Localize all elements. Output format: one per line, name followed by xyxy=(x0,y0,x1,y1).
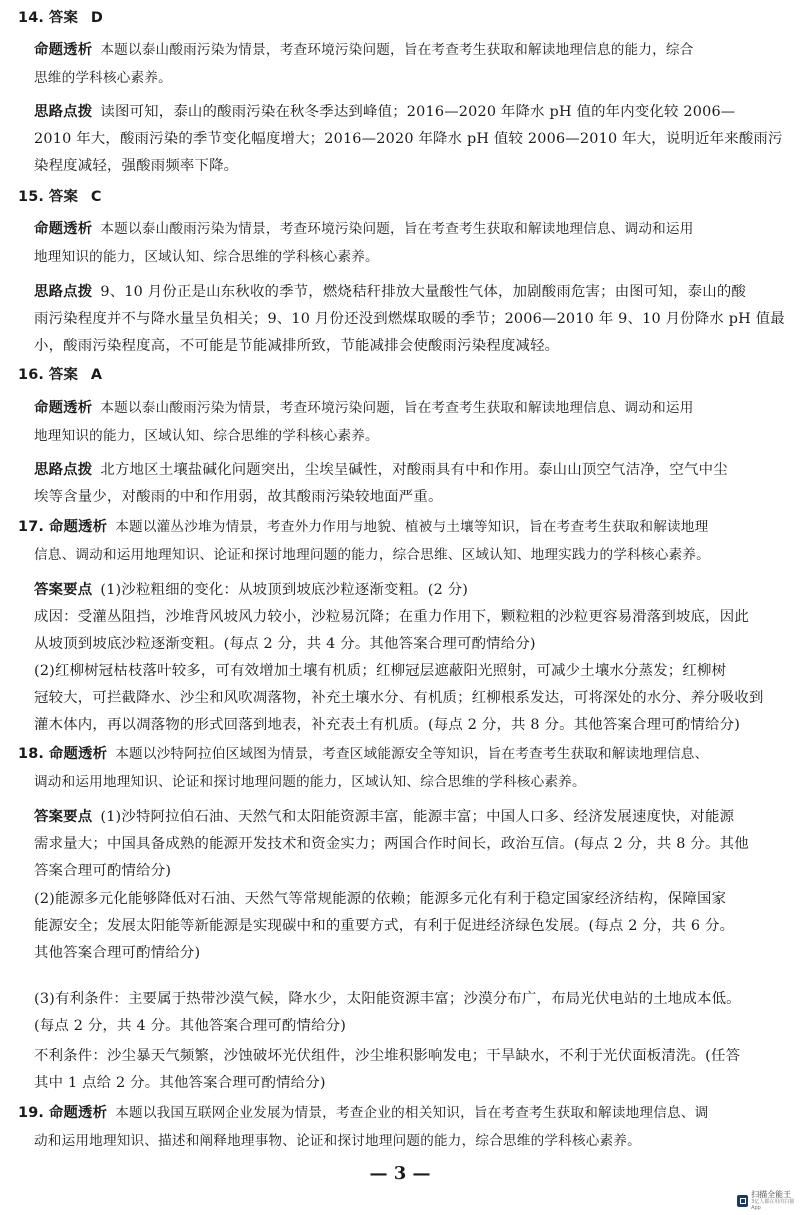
q18-answer-6 xyxy=(34,944,782,963)
q18-answer-5 xyxy=(34,917,782,936)
q16-answer: A xyxy=(90,367,103,383)
q18-answer-4 xyxy=(34,890,782,909)
q14-hint-3 xyxy=(34,157,782,176)
q17-key-label: 答案要点 xyxy=(34,582,93,598)
q14-hint-text-2: 2010 年大，酸雨污染的季节变化幅度增大；2016—2020 年降水 pH 值较 2006—2010 年大，说明近年来酸雨污 xyxy=(34,131,783,147)
q17-intent-text-1: 本题以灌丛沙堆为情景，考查外力作用与地貌、植被与土壤等知识，旨在考查考生获取和解读地理 xyxy=(115,519,709,535)
q18-answer-9 xyxy=(34,1047,782,1066)
q14-intent-text-2: 思维的学科核心素养。 xyxy=(34,70,172,86)
q14-answer-label: 答案 xyxy=(48,10,79,26)
q18-answer-1: (1)沙特阿拉伯石油、天然气和太阳能资源丰富，能源丰富；中国人口多、经济发展速度快，对能源 xyxy=(100,809,735,825)
q15-answer-line xyxy=(18,188,782,207)
q17-answer-2 xyxy=(34,608,782,627)
q14-intent-text-1: 本题以泰山酸雨污染为情景，考查环境污染问题，旨在考查考生获取和解读地理信息的能力，综合 xyxy=(100,42,694,58)
q18-answer-6-text: 其他答案合理可酌情给分) xyxy=(34,945,201,961)
q17-answer-4-text: (2)红柳树冠枯枝落叶较多，可有效增加土壤有机质；红柳冠层遮蔽阳光照射，可减少土壤水分蒸发；红柳树 xyxy=(34,663,727,679)
q17-answer-5-text: 冠较大，可拦截降水、沙尘和风吹凋落物，补充土壤水分、有机质；红柳根系发达，可将深处的水分、养分吸收到 xyxy=(34,690,764,706)
q18-intent-text-1: 本题以沙特阿拉伯区域图为情景，考查区域能源安全等知识，旨在考查考生获取和解读地理信息、 xyxy=(115,746,709,762)
q15-hint-text-1: 9、10 月份正是山东秋收的季节，燃烧秸秆排放大量酸性气体，加剧酸雨危害；由图可知，泰山的酸 xyxy=(100,284,747,300)
q16-intent-text-1: 本题以泰山酸雨污染为情景，考查环境污染问题，旨在考查考生获取和解读地理信息、调动和运用 xyxy=(100,400,694,416)
q17-intent-label: 命题透析 xyxy=(48,519,108,535)
q16-intent-text-2: 地理知识的能力，区域认知、综合思维的学科核心素养。 xyxy=(34,428,379,444)
q15-hint-2 xyxy=(34,310,785,329)
q17-intent-text-2: 信息、调动和运用地理知识、论证和探讨地理问题的能力，综合思维、区域认知、地理实践力的学科核心素养。 xyxy=(34,547,710,563)
q17-answer-4 xyxy=(34,662,782,681)
q15-answer: C xyxy=(90,189,102,205)
q15-answer-label: 答案 xyxy=(48,189,79,205)
q18-answer-8-text: (每点 2 分，共 4 分。其他答案合理可酌情给分) xyxy=(34,1018,347,1034)
q15-hint xyxy=(34,283,782,302)
q15-intent-text-1: 本题以泰山酸雨污染为情景，考查环境污染问题，旨在考查考生获取和解读地理信息、调动和运用 xyxy=(100,221,694,237)
q18-intent-2 xyxy=(34,773,782,792)
q14-hint-2 xyxy=(34,130,782,149)
q15-intent-text-2: 地理知识的能力，区域认知、综合思维的学科核心素养。 xyxy=(34,249,379,265)
q18-answer-3 xyxy=(34,862,782,881)
q14-hint xyxy=(34,103,782,122)
q18-number: 18. xyxy=(18,746,45,762)
q16-intent-2 xyxy=(34,427,782,446)
q16-number: 16. xyxy=(18,367,45,383)
q15-intent xyxy=(34,220,782,239)
q15-intent-label: 命题透析 xyxy=(34,221,93,237)
q14-number: 14. xyxy=(18,10,45,26)
watermark xyxy=(737,1190,800,1211)
q18-key-label: 答案要点 xyxy=(34,809,93,825)
q18-answer-8 xyxy=(34,1017,782,1036)
q18-intent-text-2: 调动和运用地理知识、论证和探讨地理问题的能力，区域认知、综合思维的学科核心素养。 xyxy=(34,774,586,790)
q17-answer-2-text: 成因：受灌丛阻挡，沙堆背风坡风力较小，沙粒易沉降；在重力作用下，颗粒粗的沙粒更容易滑落到坡底，因此 xyxy=(34,609,749,625)
q17-answer-1: (1)沙粒粗细的变化：从坡顶到坡底沙粒逐渐变粗。(2 分) xyxy=(100,582,469,598)
scanner-app-icon xyxy=(737,1195,748,1207)
q18-answer-10-text: 其中 1 点给 2 分。其他答案合理可酌情给分) xyxy=(34,1075,326,1091)
q14-hint-text-1: 读图可知，泰山的酸雨污染在秋冬季达到峰值；2016—2020 年降水 pH 值的年内变化较 2006— xyxy=(100,104,736,120)
q18-answer-10 xyxy=(34,1074,782,1093)
q14-hint-text-3: 染程度减轻，强酸雨频率下降。 xyxy=(34,158,239,174)
q18-answer-2-text: 需求量大；中国具备成熟的能源开发技术和资金实力；两国合作时间长，政治互信。(每点 2 分，共 8 分。其他 xyxy=(34,836,749,852)
q17-number: 17. xyxy=(18,519,45,535)
q16-hint-text-2: 埃等含量少，对酸雨的中和作用弱，故其酸雨污染较地面严重。 xyxy=(34,489,443,505)
watermark-text: 扫描全能王 xyxy=(751,1190,792,1199)
q14-answer-line xyxy=(18,9,782,28)
q14-intent-label: 命题透析 xyxy=(34,42,93,58)
q15-intent-2 xyxy=(34,248,782,267)
q19-intent-text-2: 动和运用地理知识、描述和阐释地理事物、论证和探讨地理问题的能力，综合思维的学科核心素养。 xyxy=(34,1133,641,1149)
q18-answer-5-text: 能源安全；发展太阳能等新能源是实现碳中和的重要方式，有利于促进经济绿色发展。(每点 2 分，共 6 分。 xyxy=(34,918,735,934)
q14-intent xyxy=(34,41,782,60)
q18-answer-3-text: 答案合理可酌情给分) xyxy=(34,863,172,879)
q19-intent-label: 命题透析 xyxy=(48,1105,108,1121)
q15-number: 15. xyxy=(18,189,45,205)
q16-hint-label: 思路点拨 xyxy=(34,462,93,478)
q16-answer-label: 答案 xyxy=(48,367,79,383)
q17-answer-6-text: 灌木体内，再以凋落物的形式回落到地表，补充表土有机质。(每点 2 分，共 8 分。其他答案合理可酌情给分) xyxy=(34,717,741,733)
q18-answer-9-text: 不利条件：沙尘暴天气频繁，沙蚀破坏光伏组件，沙尘堆积影响发电；干旱缺水，不利于光伏面板清洗。(任答 xyxy=(34,1048,741,1064)
q18-intent-label: 命题透析 xyxy=(48,746,108,762)
q18-key xyxy=(34,808,782,827)
q15-hint-label: 思路点拨 xyxy=(34,284,93,300)
page-number: — 3 — xyxy=(369,1163,431,1184)
q14-hint-label: 思路点拨 xyxy=(34,104,93,120)
watermark-subtext: 3亿人都在用的扫描App xyxy=(751,1199,795,1211)
q14-intent-2 xyxy=(34,69,782,88)
q19-intent-text-1: 本题以我国互联网企业发展为情景，考查企业的相关知识，旨在考查考生获取和解读地理信息、调 xyxy=(115,1105,709,1121)
q16-intent-label: 命题透析 xyxy=(34,400,93,416)
q18-intent xyxy=(18,745,782,764)
q15-hint-text-3: 小，酸雨污染程度高，不可能是节能减排所致，节能减排会使酸雨污染程度减轻。 xyxy=(34,338,560,354)
q16-hint-text-1: 北方地区土壤盐碱化问题突出，尘埃呈碱性，对酸雨具有中和作用。泰山山顶空气洁净，空气中尘 xyxy=(100,462,728,478)
q16-hint xyxy=(34,461,782,480)
q14-answer: D xyxy=(90,10,103,26)
q15-hint-3 xyxy=(34,337,782,356)
q17-intent xyxy=(18,518,782,537)
q18-answer-4-text: (2)能源多元化能够降低对石油、天然气等常规能源的依赖；能源多元化有利于稳定国家经济结构，保障国家 xyxy=(34,891,727,907)
q15-hint-text-2: 雨污染程度并不与降水量呈负相关；9、10 月份还没到燃煤取暖的季节；2006—2010 年 9、10 月份降水 pH 值最 xyxy=(34,311,785,327)
q16-intent xyxy=(34,399,782,418)
q17-key xyxy=(34,581,782,600)
q17-answer-5 xyxy=(34,689,782,708)
q17-answer-3 xyxy=(34,635,782,654)
q16-hint-2 xyxy=(34,488,782,507)
q19-intent xyxy=(18,1104,782,1123)
q17-answer-3-text: 从坡顶到坡底沙粒逐渐变粗。(每点 2 分，共 4 分。其他答案合理可酌情给分) xyxy=(34,636,536,652)
q18-answer-2 xyxy=(34,835,782,854)
q18-answer-7 xyxy=(34,990,782,1009)
q19-number: 19. xyxy=(18,1105,45,1121)
q16-answer-line xyxy=(18,366,782,385)
q17-answer-6 xyxy=(34,716,782,735)
q18-answer-7-text: (3)有利条件：主要属于热带沙漠气候，降水少，太阳能资源丰富；沙漠分布广，布局光伏电站的土地成本低。 xyxy=(34,991,741,1007)
q17-intent-2 xyxy=(34,546,782,565)
q19-intent-2 xyxy=(34,1132,782,1151)
